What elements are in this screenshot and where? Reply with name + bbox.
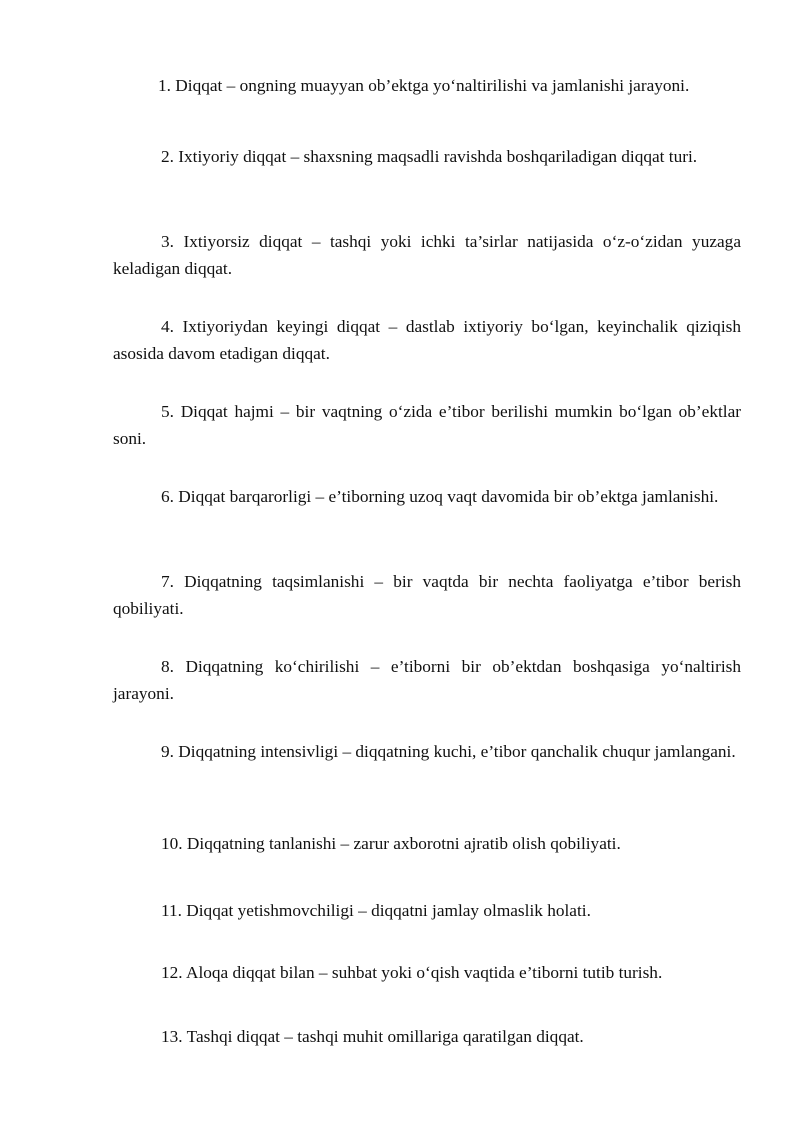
definition-7: 7. Diqqatning taqsimlanishi – bir vaqtda bir nechta faoliyatga e’tibor berish qobiliyati.	[113, 572, 741, 618]
definition-5: 5. Diqqat hajmi – bir vaqtning o‘zida e’tibor berilishi mumkin bo‘lgan ob’ektlar soni.	[113, 402, 741, 448]
definition-11: 11. Diqqat yetishmovchiligi – diqqatni jamlay olmaslik holati.	[161, 901, 591, 920]
definition-1: 1. Diqqat – ongning muayyan ob’ektga yo‘naltirilishi va jamlanishi jarayoni.	[158, 76, 690, 95]
definition-6: 6. Diqqat barqarorligi – e’tiborning uzoq vaqt davomida bir ob’ektga jamlanishi.	[161, 487, 719, 506]
definition-9: 9. Diqqatning intensivligi – diqqatning kuchi, e’tibor qanchalik chuqur jamlangani.	[161, 742, 736, 761]
definition-3: 3. Ixtiyorsiz diqqat – tashqi yoki ichki ta’sirlar natijasida o‘z-o‘zidan yuzaga keladigan diqqat.	[113, 232, 741, 278]
definition-13: 13. Tashqi diqqat – tashqi muhit omillariga qaratilgan diqqat.	[161, 1027, 584, 1046]
definition-8: 8. Diqqatning ko‘chirilishi – e’tiborni bir ob’ektdan boshqasiga yo‘naltirish jarayoni.	[113, 657, 741, 703]
definition-12: 12. Aloqa diqqat bilan – suhbat yoki o‘qish vaqtida e’tiborni tutib turish.	[161, 963, 663, 982]
definition-10: 10. Diqqatning tanlanishi – zarur axborotni ajratib olish qobiliyati.	[161, 834, 621, 853]
definition-4: 4. Ixtiyoriydan keyingi diqqat – dastlab ixtiyoriy bo‘lgan, keyinchalik qiziqish asosida davom etadigan diqqat.	[113, 317, 741, 363]
definition-2: 2. Ixtiyoriy diqqat – shaxsning maqsadli ravishda boshqariladigan diqqat turi.	[161, 147, 698, 166]
